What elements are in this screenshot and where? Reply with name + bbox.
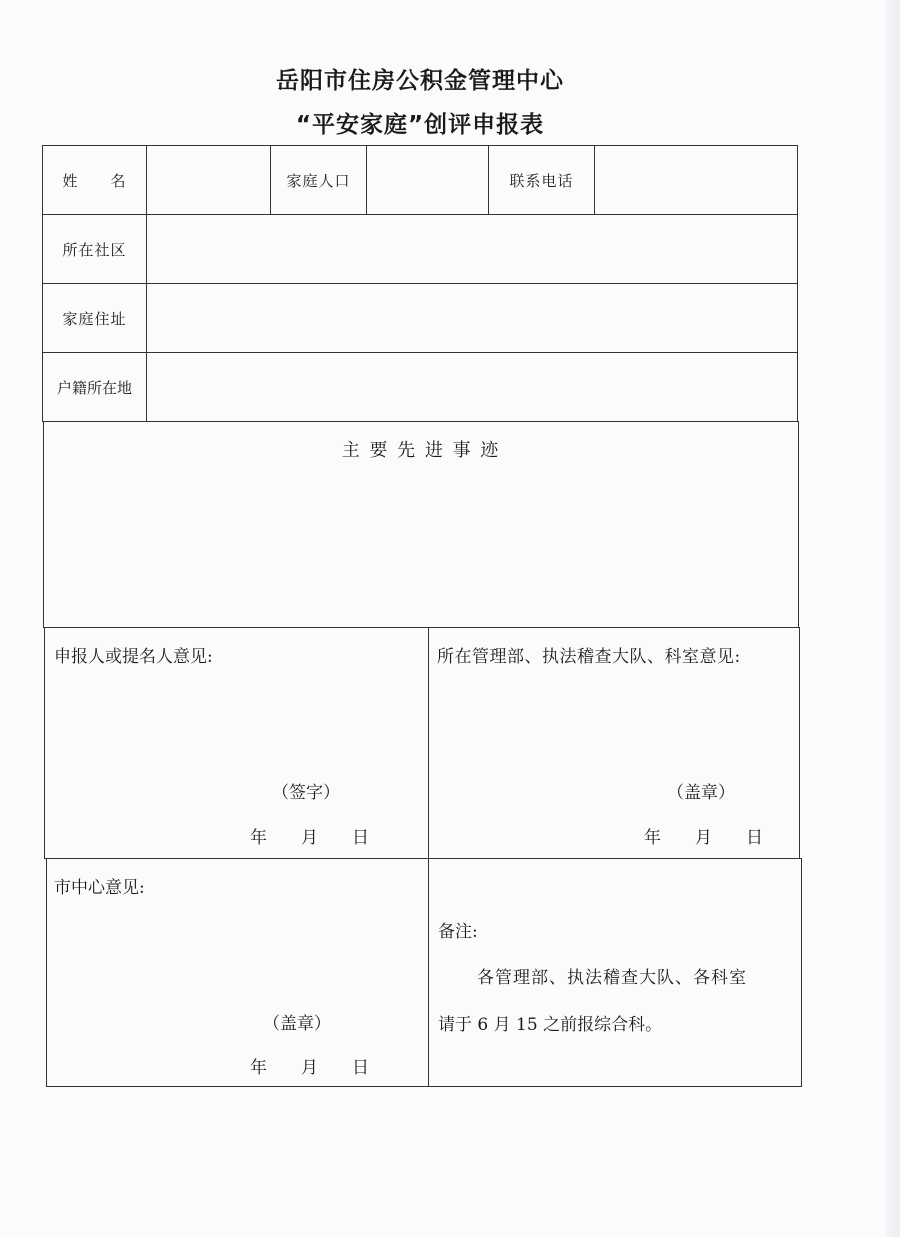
- applicant-date: 年 月 日: [250, 828, 369, 848]
- community-label: 所在社区: [62, 240, 127, 259]
- department-seal-label: （盖章）: [667, 783, 735, 803]
- address-label: 家庭住址: [62, 309, 127, 328]
- address-field[interactable]: [147, 284, 797, 352]
- household-registration-label: 户籍所在地: [56, 378, 132, 397]
- table-border-right: [799, 627, 800, 859]
- name-field[interactable]: [147, 146, 270, 214]
- applicant-signature-label: （签字）: [272, 783, 340, 803]
- community-field[interactable]: [147, 215, 797, 283]
- remarks-line-2: 请于 6 月 15 之前报综合科。: [438, 1015, 663, 1035]
- page-title: 岳阳市住房公积金管理中心: [276, 68, 564, 94]
- page-subtitle: “平安家庭”创评申报表: [295, 112, 545, 138]
- phone-label: 联系电话: [509, 171, 574, 190]
- department-opinion-label: 所在管理部、执法稽查大队、科室意见:: [437, 647, 741, 667]
- phone-field[interactable]: [595, 146, 797, 214]
- center-date: 年 月 日: [250, 1058, 369, 1078]
- table-border-bottom: [46, 1086, 802, 1087]
- table-border-right: [798, 421, 799, 628]
- family-size-field[interactable]: [367, 146, 488, 214]
- center-opinion-label: 市中心意见:: [54, 878, 145, 898]
- remarks-label: 备注:: [438, 922, 478, 942]
- department-opinion-field[interactable]: [429, 670, 798, 770]
- department-date: 年 月 日: [644, 828, 763, 848]
- center-opinion-field[interactable]: [47, 900, 427, 1000]
- table-border-right: [801, 858, 802, 1087]
- table-border-right: [797, 145, 798, 422]
- family-size-label: 家庭人口: [286, 171, 351, 190]
- remarks-line-1: 各管理部、执法稽查大队、各科室: [477, 968, 747, 988]
- applicant-opinion-field[interactable]: [45, 670, 427, 770]
- applicant-opinion-label: 申报人或提名人意见:: [54, 647, 213, 667]
- name-label: 姓 名: [62, 171, 127, 190]
- center-seal-label: （盖章）: [263, 1014, 331, 1034]
- household-registration-field[interactable]: [147, 353, 797, 421]
- deeds-heading: 主 要 先 进 事 迹: [341, 440, 501, 461]
- deeds-field[interactable]: [44, 468, 798, 626]
- row-divider: [45, 858, 801, 859]
- row-divider: [44, 627, 800, 628]
- row-divider: [42, 421, 799, 422]
